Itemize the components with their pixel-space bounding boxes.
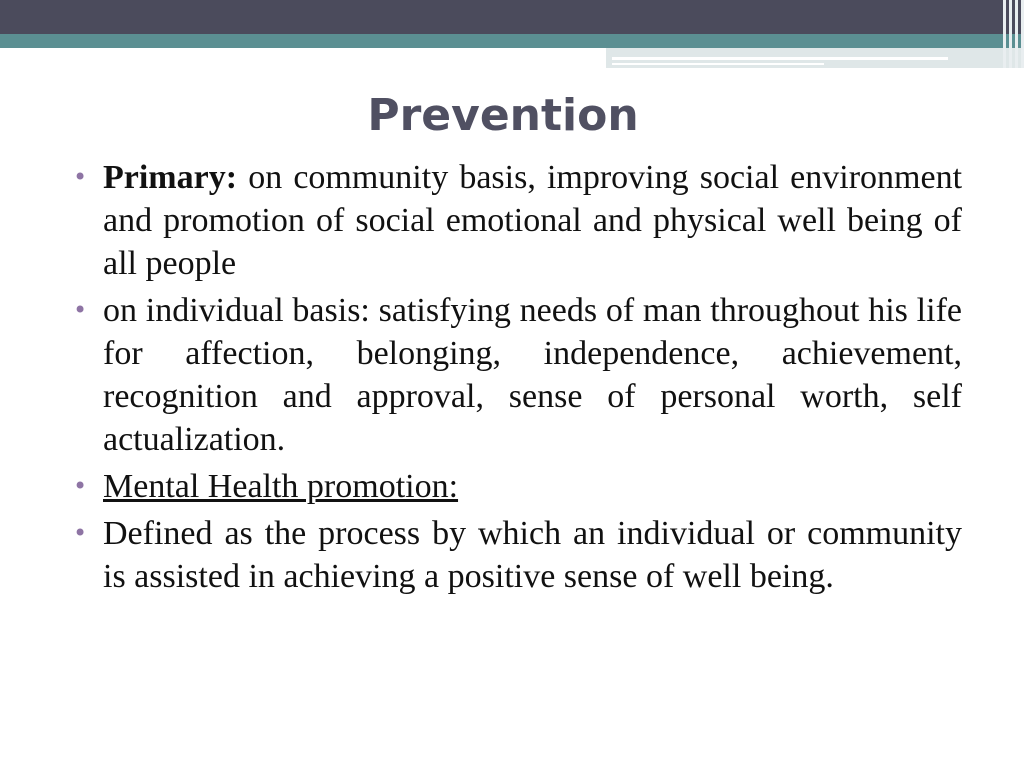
list-item [72,512,962,598]
bullet-icon: • [73,296,88,324]
header-teal-bar [0,34,1024,48]
header-accent-line [612,57,948,60]
list-item-body: Defined as the process by which an individual or community is assisted in achieving a positive sense of well being. [103,515,962,595]
header-stripe [1003,0,1006,68]
header-stripe [1015,0,1018,68]
header-stripe [1009,0,1012,68]
section-heading: Mental Health promotion: [103,468,459,505]
list-item-text [103,156,962,285]
bullet-icon: • [73,472,88,500]
header-accent-line [612,63,824,65]
bullet-list [72,156,962,602]
list-item [72,289,962,461]
bullet-icon: • [73,163,88,191]
header-dark-bar [0,0,1024,34]
list-item [72,156,962,285]
slide-title: Prevention [367,90,639,141]
list-item [72,465,962,508]
list-item-body: on community basis, improving social environment and promotion of social emotional and physical well being of all people [103,159,963,282]
list-item-label: Primary: [103,159,238,196]
list-item-body: on individual basis: satisfying needs of man throughout his life for affection, belonging, independence, achievement, recognition and approval, sense of personal worth, self actualization. [103,292,962,458]
header-stripes [998,0,1024,68]
bullet-icon: • [73,519,88,547]
